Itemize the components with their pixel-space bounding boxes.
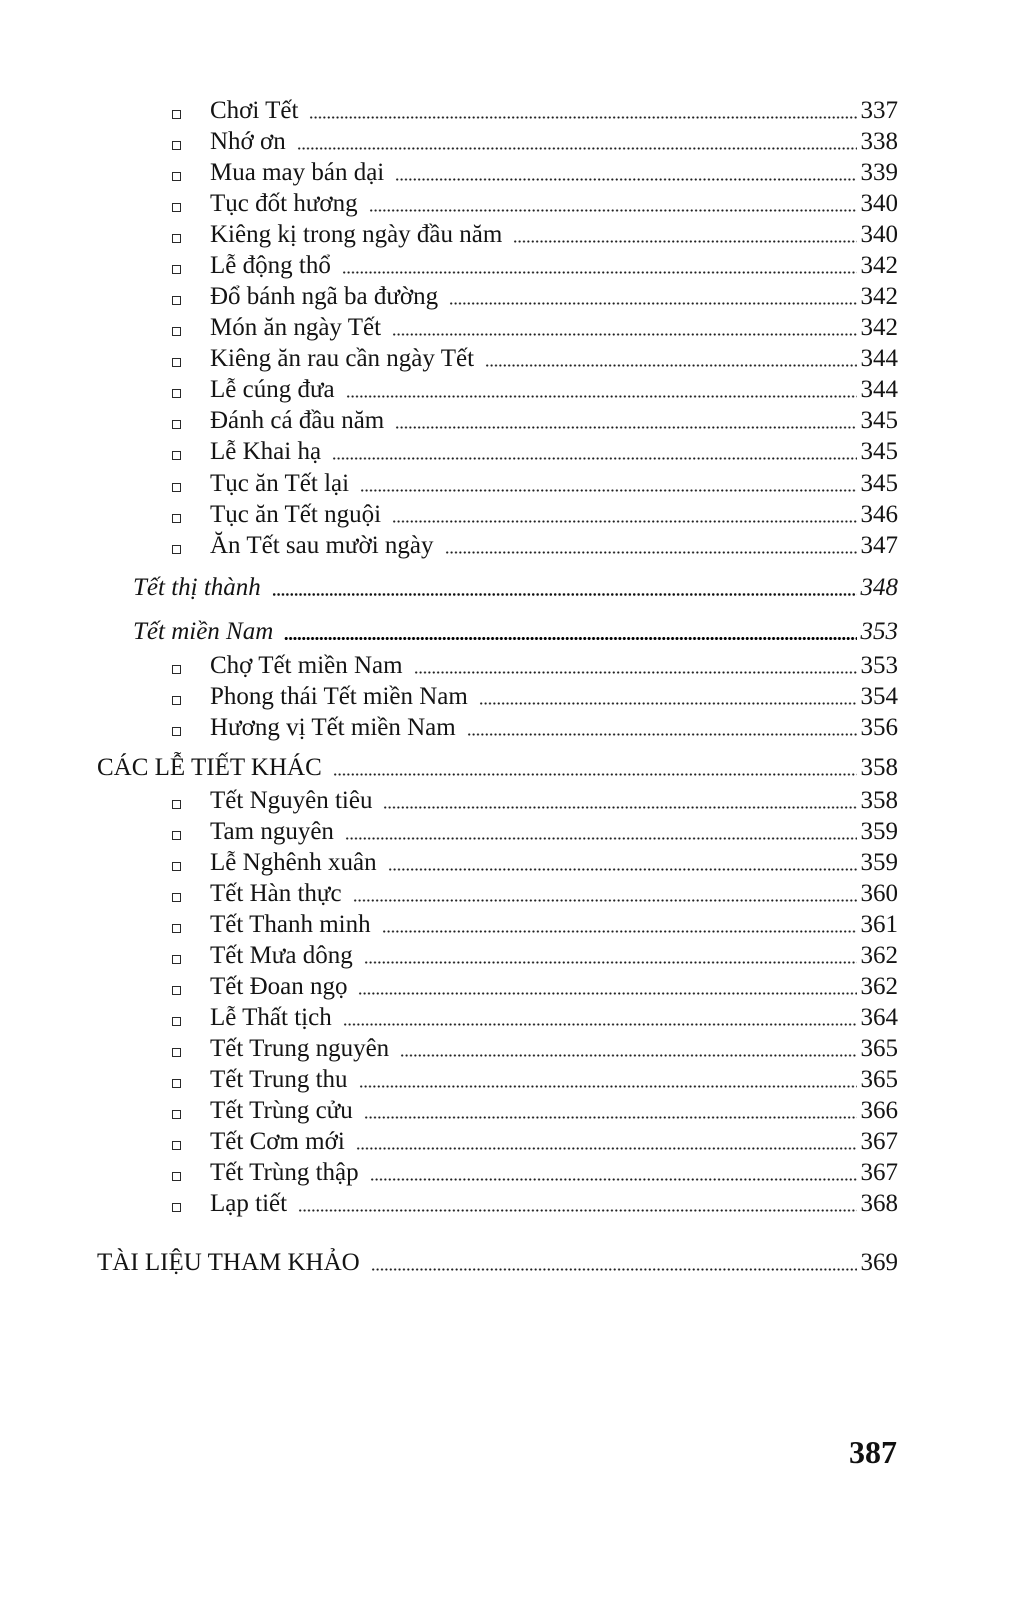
toc-entry	[172, 95, 898, 126]
entry-page-number: 337	[860, 97, 898, 124]
entry-page-number: 360	[860, 880, 898, 907]
square-bullet-icon	[172, 696, 181, 705]
dot-leader	[346, 395, 857, 398]
entry-page-number: 354	[860, 683, 898, 710]
toc-entry	[172, 712, 898, 743]
square-bullet-icon	[172, 1079, 181, 1088]
square-bullet-icon	[172, 727, 181, 736]
entry-page-number: 356	[860, 714, 898, 741]
square-bullet-icon	[172, 955, 181, 964]
dot-leader	[395, 178, 856, 181]
square-bullet-icon	[172, 665, 181, 674]
dot-leader	[479, 702, 857, 705]
dot-leader	[388, 868, 857, 871]
entry-title: Món ăn ngày Tết	[210, 314, 382, 341]
toc-entry	[172, 650, 898, 681]
entry-title: Lạp tiết	[210, 1190, 288, 1217]
square-bullet-icon	[172, 203, 181, 212]
square-bullet-icon	[172, 800, 181, 809]
entry-page-number: 338	[860, 128, 898, 155]
dot-leader	[400, 1054, 856, 1057]
entry-title: Hương vị Tết miền Nam	[210, 714, 456, 741]
toc-chapter-heading	[97, 1247, 898, 1278]
entry-page-number: 342	[860, 283, 898, 310]
entry-page-number: 368	[860, 1190, 898, 1217]
entry-title: Ăn Tết sau mười ngày	[210, 532, 434, 559]
toc-entry	[172, 1095, 898, 1126]
toc-section-heading	[133, 616, 898, 647]
dot-leader	[297, 147, 857, 150]
toc-entry	[172, 1188, 898, 1219]
entry-title: Tết Nguyên tiêu	[210, 787, 373, 814]
square-bullet-icon	[172, 1203, 181, 1212]
toc-entry	[172, 250, 898, 281]
dot-leader	[383, 806, 856, 809]
entry-title: Đánh cá đầu năm	[210, 407, 385, 434]
square-bullet-icon	[172, 1141, 181, 1150]
toc-entry	[172, 940, 898, 971]
toc-entry	[172, 1002, 898, 1033]
chapter-title: CÁC LỄ TIẾT KHÁC	[97, 754, 322, 781]
toc-entry	[172, 281, 898, 312]
entry-page-number: 342	[860, 252, 898, 279]
toc-chapter-heading	[97, 752, 898, 783]
square-bullet-icon	[172, 1110, 181, 1119]
square-bullet-icon	[172, 141, 181, 150]
dot-leader	[360, 489, 856, 492]
entry-page-number: 367	[860, 1159, 898, 1186]
chapter-page-number: 369	[860, 1249, 898, 1276]
square-bullet-icon	[172, 1048, 181, 1057]
chapter-page-number: 358	[860, 754, 898, 781]
entry-page-number: 364	[860, 1004, 898, 1031]
square-bullet-icon	[172, 420, 181, 429]
toc-entry	[172, 1064, 898, 1095]
entry-title: Tết Trùng thập	[210, 1159, 359, 1186]
dot-leader	[369, 209, 857, 212]
section-title: Tết miền Nam	[133, 618, 274, 645]
toc-entry	[172, 436, 898, 467]
dot-leader	[358, 992, 856, 995]
entry-title: Nhớ ơn	[210, 128, 286, 155]
square-bullet-icon	[172, 389, 181, 398]
dot-leader	[333, 773, 857, 776]
toc-entry	[172, 816, 898, 847]
entry-page-number: 361	[860, 911, 898, 938]
square-bullet-icon	[172, 1017, 181, 1026]
entry-page-number: 353	[860, 652, 898, 679]
entry-title: Tết Hàn thực	[210, 880, 342, 907]
entry-title: Lễ Khai hạ	[210, 438, 322, 465]
toc-entry	[172, 847, 898, 878]
square-bullet-icon	[172, 483, 181, 492]
dot-leader	[364, 1116, 857, 1119]
entry-page-number: 358	[860, 787, 898, 814]
entry-page-number: 344	[860, 345, 898, 372]
dot-leader	[370, 1178, 857, 1181]
dot-leader	[309, 116, 856, 119]
entry-page-number: 346	[860, 501, 898, 528]
dot-leader	[467, 733, 857, 736]
entry-title: Tết Thanh minh	[210, 911, 371, 938]
square-bullet-icon	[172, 986, 181, 995]
dot-leader	[392, 520, 856, 523]
entry-title: Lễ Nghênh xuân	[210, 849, 377, 876]
square-bullet-icon	[172, 514, 181, 523]
dot-leader	[485, 364, 856, 367]
toc-entry	[172, 530, 898, 561]
toc-entry	[172, 1126, 898, 1157]
dot-leader	[371, 1268, 857, 1271]
entry-page-number: 365	[860, 1066, 898, 1093]
dot-leader	[356, 1147, 857, 1150]
section-page-number: 353	[860, 618, 898, 645]
entry-title: Tam nguyên	[210, 818, 334, 845]
square-bullet-icon	[172, 234, 181, 243]
dot-leader	[392, 333, 856, 336]
entry-title: Tết Mưa dông	[210, 942, 353, 969]
entry-title: Tục ăn Tết lại	[210, 470, 350, 497]
dot-leader	[343, 1023, 857, 1026]
entry-title: Đổ bánh ngã ba đường	[210, 283, 439, 310]
square-bullet-icon	[172, 1172, 181, 1181]
square-bullet-icon	[172, 831, 181, 840]
entry-title: Lễ Thất tịch	[210, 1004, 332, 1031]
entry-title: Chơi Tết	[210, 97, 299, 124]
dot-leader	[342, 271, 857, 274]
toc-entry	[172, 405, 898, 436]
toc-entry	[172, 312, 898, 343]
entry-title: Tục đốt hương	[210, 190, 358, 217]
entry-page-number: 359	[860, 849, 898, 876]
dot-leader	[332, 457, 856, 460]
square-bullet-icon	[172, 110, 181, 119]
square-bullet-icon	[172, 265, 181, 274]
dot-leader	[414, 671, 857, 674]
square-bullet-icon	[172, 358, 181, 367]
entry-title: Chợ Tết miền Nam	[210, 652, 403, 679]
toc-entry	[172, 157, 898, 188]
square-bullet-icon	[172, 893, 181, 902]
toc-entry	[172, 878, 898, 909]
toc-section-heading	[133, 572, 898, 603]
entry-title: Tết Trung thu	[210, 1066, 348, 1093]
entry-title: Lễ cúng đưa	[210, 376, 335, 403]
toc-entry	[172, 909, 898, 940]
entry-page-number: 340	[860, 190, 898, 217]
entry-title: Tết Cơm mới	[210, 1128, 345, 1155]
entry-page-number: 365	[860, 1035, 898, 1062]
dot-leader	[345, 837, 857, 840]
entry-page-number: 345	[860, 407, 898, 434]
entry-page-number: 345	[860, 438, 898, 465]
dot-leader	[449, 302, 856, 305]
entry-title: Tục ăn Tết nguội	[210, 501, 382, 528]
toc-entry	[172, 1157, 898, 1188]
entry-title: Tết Trùng cửu	[210, 1097, 353, 1124]
entry-page-number: 359	[860, 818, 898, 845]
dot-leader	[284, 637, 856, 640]
dot-leader	[359, 1085, 857, 1088]
chapter-title: TÀI LIỆU THAM KHẢO	[97, 1249, 360, 1276]
entry-title: Tết Trung nguyên	[210, 1035, 390, 1062]
entry-page-number: 345	[860, 470, 898, 497]
square-bullet-icon	[172, 924, 181, 933]
toc-entry	[172, 785, 898, 816]
square-bullet-icon	[172, 862, 181, 871]
section-title: Tết thị thành	[133, 574, 261, 601]
toc-entry	[172, 126, 898, 157]
entry-page-number: 340	[860, 221, 898, 248]
section-page-number: 348	[860, 574, 898, 601]
entry-title: Kiêng ăn rau cần ngày Tết	[210, 345, 475, 372]
dot-leader	[513, 240, 856, 243]
entry-title: Kiêng kị trong ngày đầu năm	[210, 221, 503, 248]
entry-page-number: 347	[860, 532, 898, 559]
entry-page-number: 362	[860, 973, 898, 1000]
square-bullet-icon	[172, 545, 181, 554]
square-bullet-icon	[172, 296, 181, 305]
toc-entry	[172, 971, 898, 1002]
entry-title: Tết Đoan ngọ	[210, 973, 348, 1000]
square-bullet-icon	[172, 327, 181, 336]
entry-title: Mua may bán dại	[210, 159, 385, 186]
entry-title: Phong thái Tết miền Nam	[210, 683, 468, 710]
square-bullet-icon	[172, 451, 181, 460]
entry-page-number: 342	[860, 314, 898, 341]
entry-page-number: 339	[860, 159, 898, 186]
toc-entry	[172, 188, 898, 219]
toc-entry	[172, 219, 898, 250]
entry-page-number: 366	[860, 1097, 898, 1124]
dot-leader	[272, 593, 857, 596]
dot-leader	[395, 426, 856, 429]
dot-leader	[382, 930, 857, 933]
page-number: 387	[849, 1434, 897, 1470]
toc-entry	[172, 499, 898, 530]
toc-entry	[172, 468, 898, 499]
toc-entry	[172, 681, 898, 712]
toc-entry	[172, 343, 898, 374]
toc-entry	[172, 1033, 898, 1064]
entry-page-number: 344	[860, 376, 898, 403]
square-bullet-icon	[172, 172, 181, 181]
dot-leader	[445, 551, 857, 554]
toc-entry	[172, 374, 898, 405]
dot-leader	[298, 1209, 856, 1212]
entry-page-number: 362	[860, 942, 898, 969]
entry-page-number: 367	[860, 1128, 898, 1155]
entry-title: Lễ động thổ	[210, 252, 331, 279]
dot-leader	[364, 961, 857, 964]
dot-leader	[353, 899, 857, 902]
